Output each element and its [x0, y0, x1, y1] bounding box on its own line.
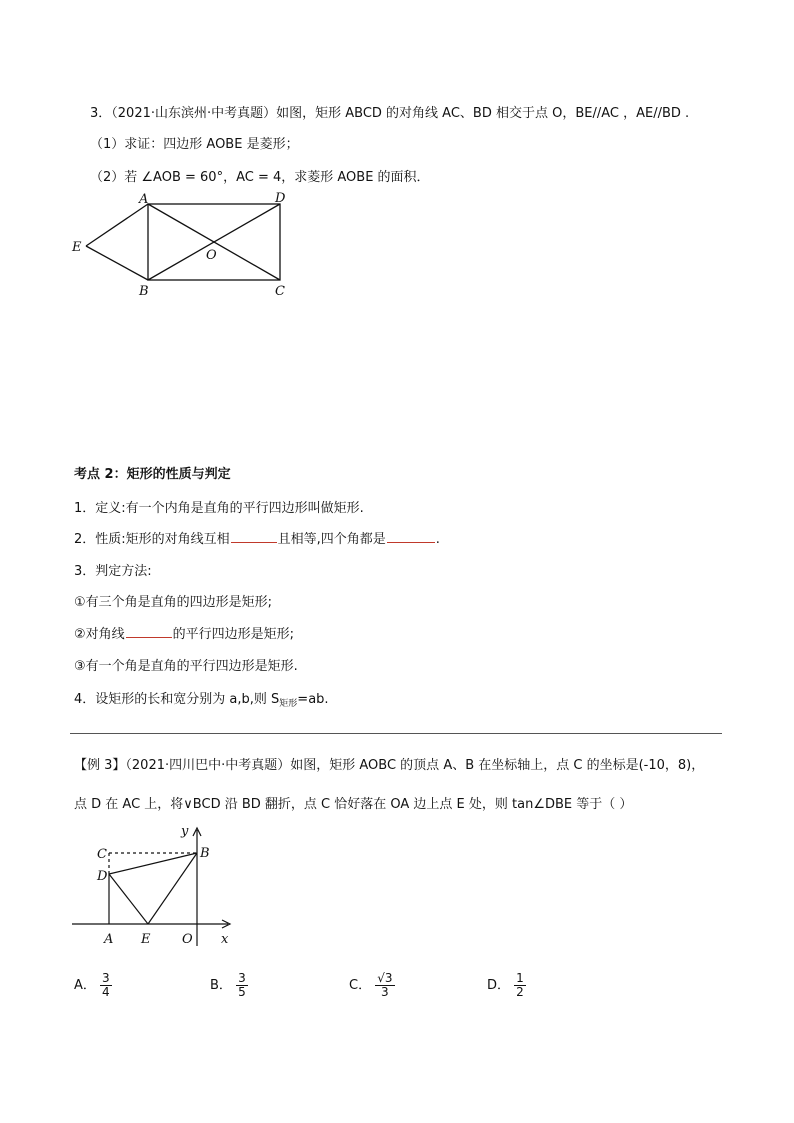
coordinate-figure — [70, 822, 240, 950]
label-A: A — [139, 192, 149, 207]
fill-blank-2[interactable] — [387, 540, 435, 543]
example3-statement: 【例 3】（2021·四川巴中·中考真题）如图，矩形 AOBC 的顶点 A、B 在坐标轴上，点 C 的坐标是(-10，8)， — [74, 758, 705, 773]
option-c-num: √3 — [377, 971, 393, 985]
option-c[interactable] — [349, 972, 395, 999]
example3-statement-2: 点 D 在 AC 上，将∨BCD 沿 BD 翻折，点 C 恰好落在 OA 边上点 E 处，则 tan∠DBE 等于（ ） — [74, 797, 633, 812]
option-b-letter: B． — [210, 978, 232, 994]
segment-eb — [86, 246, 148, 280]
option-b-num: 3 — [238, 971, 246, 985]
label-C2: C — [97, 847, 107, 862]
option-a-den: 4 — [102, 985, 110, 1000]
problem3-part1: （1）求证：四边形 AOBE 是菱形； — [90, 137, 299, 152]
label-O2: O — [182, 932, 193, 947]
label-O: O — [206, 248, 217, 263]
label-E: E — [72, 240, 82, 255]
option-d-letter: D． — [487, 978, 511, 994]
label-C: C — [275, 284, 285, 299]
segment-ea — [86, 204, 148, 246]
segment-eb — [148, 853, 197, 924]
method-2 — [74, 623, 294, 642]
label-D: D — [275, 191, 286, 206]
area-text-2: =ab. — [297, 692, 329, 707]
fill-blank-1[interactable] — [231, 540, 277, 543]
option-d-num: 1 — [516, 971, 524, 985]
option-d[interactable] — [487, 972, 526, 999]
problem3-statement: 3．（2021·山东滨州·中考真题）如图，矩形 ABCD 的对角线 AC、BD 相交于点 O，BE//AC ，AE//BD . — [90, 106, 690, 121]
section-divider — [70, 733, 722, 734]
label-D2: D — [97, 869, 108, 884]
area-formula — [74, 688, 329, 709]
label-E2: E — [141, 932, 151, 947]
method-1: ①有三个角是直角的四边形是矩形; — [74, 595, 273, 610]
option-b[interactable] — [210, 972, 248, 999]
option-d-fraction — [514, 972, 526, 999]
option-c-letter: C． — [349, 978, 372, 994]
option-d-den: 2 — [516, 985, 524, 1000]
rectangle-figure — [68, 188, 298, 300]
option-a-num: 3 — [102, 971, 110, 985]
problem3-part2: （2）若 ∠AOB = 60°，AC = 4，求菱形 AOBE 的面积． — [90, 170, 430, 185]
option-b-fraction — [236, 972, 248, 999]
option-c-den: 3 — [381, 985, 389, 1000]
fill-blank-3[interactable] — [126, 635, 172, 638]
judgement-title: 3．判定方法: — [74, 564, 152, 579]
option-a-fraction — [100, 972, 112, 999]
label-A2: A — [104, 932, 114, 947]
area-text-1: 4．设矩形的长和宽分别为 a,b,则 S — [74, 692, 280, 707]
segment-de — [109, 874, 148, 924]
option-a[interactable] — [74, 972, 112, 999]
label-y: y — [181, 824, 189, 839]
option-c-fraction — [375, 972, 394, 999]
property-text-2: 且相等,四个角都是 — [277, 532, 386, 547]
property-line — [74, 528, 440, 547]
method-3: ③有一个角是直角的平行四边形是矩形. — [74, 659, 298, 674]
property-text-3: . — [435, 532, 440, 547]
method-2-text-2: 的平行四边形是矩形; — [172, 627, 295, 642]
label-B2: B — [200, 846, 210, 861]
label-B: B — [139, 284, 149, 299]
segment-db — [109, 853, 197, 874]
property-text-1: 2．性质:矩形的对角线互相 — [74, 532, 230, 547]
method-2-text-1: ②对角线 — [74, 627, 125, 642]
option-b-den: 5 — [238, 985, 246, 1000]
section-title: 考点 2：矩形的性质与判定 — [74, 467, 231, 482]
label-x: x — [221, 932, 229, 947]
area-subscript: 矩形 — [279, 699, 298, 709]
option-a-letter: A． — [74, 978, 96, 994]
definition: 1．定义:有一个内角是直角的平行四边形叫做矩形. — [74, 501, 364, 516]
